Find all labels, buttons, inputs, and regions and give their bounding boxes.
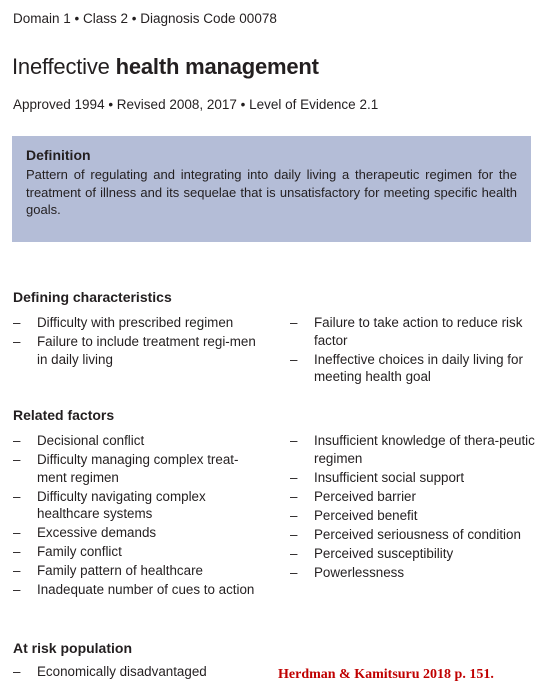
related-factors-right-list: [290, 432, 546, 583]
list-item: – Powerlessness: [290, 564, 405, 580]
dash-bullet: –: [290, 507, 298, 523]
diagnosis-title: [12, 54, 319, 80]
list-item: – Failure to include treatment regi-men in daily living: [13, 334, 256, 367]
list-item: – Family pattern of healthcare: [13, 563, 203, 578]
dash-bullet: –: [13, 563, 21, 578]
related-factors-heading: Related factors: [13, 407, 115, 423]
dash-bullet: –: [290, 488, 298, 504]
dash-bullet: –: [290, 351, 298, 367]
list-item: – Excessive demands: [13, 525, 157, 540]
list-item: – Perceived seriousness of condition: [290, 526, 521, 542]
list-item: – Failure to take action to reduce risk factor: [290, 315, 523, 348]
list-item: – Difficulty with prescribed regimen: [13, 315, 234, 330]
list-item: – Economically disadvantaged: [13, 664, 207, 679]
dash-bullet: –: [290, 469, 298, 485]
list-item: – Family conflict: [13, 544, 122, 559]
dash-bullet: –: [13, 315, 21, 330]
dash-bullet: –: [13, 452, 21, 467]
dash-bullet: –: [13, 582, 21, 597]
dash-bullet: –: [290, 564, 298, 580]
dash-bullet: –: [13, 433, 21, 448]
defining-characteristics-right-list: [290, 314, 546, 387]
list-item: – Difficulty navigating complex healthcare systems: [13, 488, 206, 521]
title-normal-part: Ineffective: [12, 54, 116, 79]
dash-bullet: –: [290, 433, 298, 448]
list-item: – Insufficient knowledge of thera-peutic regimen: [290, 433, 535, 466]
domain-class-code-line: Domain 1 • Class 2 • Diagnosis Code 00078: [13, 11, 277, 26]
list-item: – Decisional conflict: [13, 433, 145, 448]
definition-box: [12, 136, 531, 242]
dash-bullet: –: [13, 334, 21, 349]
related-factors-left-list: [13, 432, 263, 600]
list-item: – Insufficient social support: [290, 469, 465, 485]
dash-bullet: –: [13, 525, 21, 540]
dash-bullet: –: [13, 664, 21, 679]
dash-bullet: –: [290, 545, 298, 561]
dash-bullet: –: [290, 526, 298, 542]
definition-text: Pattern of regulating and integrating into daily living a therapeutic regimen for the treatment of illness and its sequelae that is unsatisfactory for meeting specific health goals.: [26, 167, 517, 217]
list-item: – Perceived barrier: [290, 488, 416, 504]
defining-characteristics-left-list: [13, 314, 263, 370]
approval-info-line: Approved 1994 • Revised 2008, 2017 • Level of Evidence 2.1: [13, 97, 379, 112]
dash-bullet: –: [290, 315, 298, 330]
list-item: – Perceived benefit: [290, 507, 418, 523]
dash-bullet: –: [13, 544, 21, 559]
list-item: – Ineffective choices in daily living for meeting health goal: [290, 351, 523, 384]
definition-heading: Definition: [26, 147, 91, 163]
list-item: – Perceived susceptibility: [290, 545, 454, 561]
at-risk-population-heading: At risk population: [13, 640, 132, 656]
at-risk-population-list: [13, 663, 263, 682]
list-item: – Inadequate number of cues to action: [13, 582, 255, 597]
citation: Herdman & Kamitsuru 2018 p. 151.: [278, 667, 494, 682]
defining-characteristics-heading: Defining characteristics: [13, 289, 172, 305]
dash-bullet: –: [13, 488, 21, 504]
list-item: – Difficulty managing complex treat-ment regimen: [13, 452, 239, 485]
title-bold-part: health management: [115, 54, 319, 79]
